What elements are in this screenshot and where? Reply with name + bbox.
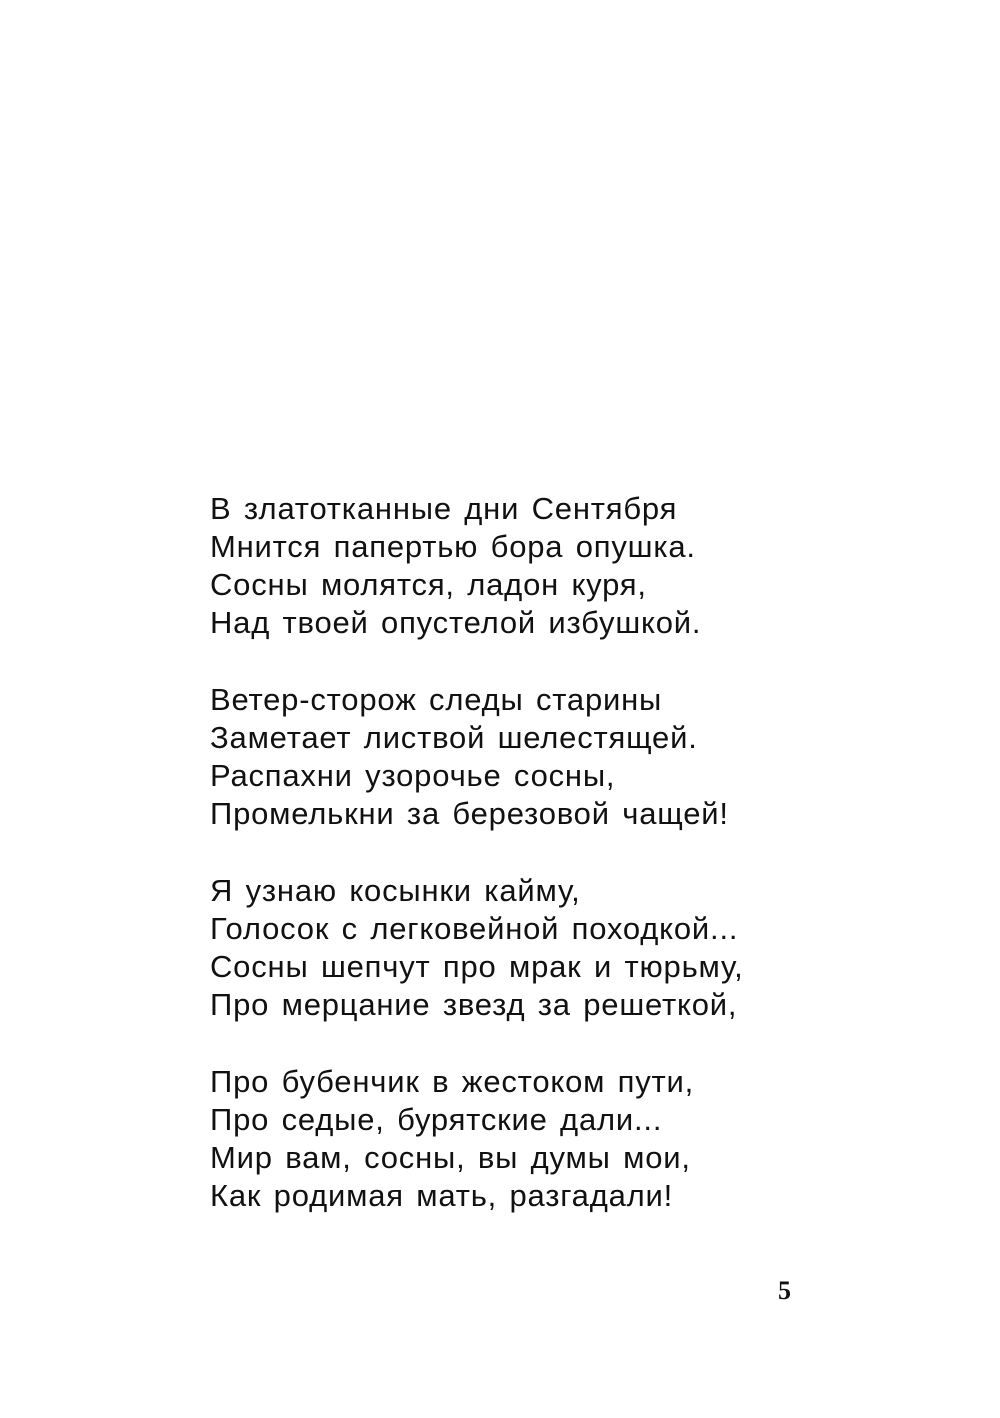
poem — [210, 490, 830, 1254]
poem-line: Мир вам, сосны, вы думы мои, — [210, 1140, 691, 1175]
poem-line: Я узнаю косынки кайму, — [210, 873, 581, 908]
poem-line: Как родимая мать, разгадали! — [210, 1178, 674, 1213]
page-number: 5 — [778, 1276, 791, 1305]
poem-line: Сосны шепчут про мрак и тюрьму, — [210, 949, 744, 984]
poem-line: В златотканные дни Сентября — [210, 491, 678, 526]
poem-line: Голосок с легковейной походкой... — [210, 911, 739, 946]
poem-line: Заметает листвой шелестящей. — [210, 720, 698, 755]
poem-line: Про бубенчик в жестоком пути, — [210, 1064, 695, 1099]
poem-line: Промелькни за березовой чащей! — [210, 796, 729, 831]
poem-line: Мнится папертью бора опушка. — [210, 529, 696, 564]
poem-line: Про мерцание звезд за решеткой, — [210, 987, 738, 1022]
stanza-4 — [210, 1063, 830, 1215]
stanza-2 — [210, 681, 830, 833]
poem-line: Ветер-сторож следы старины — [210, 682, 663, 717]
stanza-3 — [210, 872, 830, 1024]
poem-line: Про седые, бурятские дали... — [210, 1102, 663, 1137]
poem-line: Сосны молятся, ладон куря, — [210, 567, 647, 602]
poem-line: Распахни узорочье сосны, — [210, 758, 616, 793]
stanza-1 — [210, 490, 830, 642]
poem-line: Над твоей опустелой избушкой. — [210, 605, 702, 640]
